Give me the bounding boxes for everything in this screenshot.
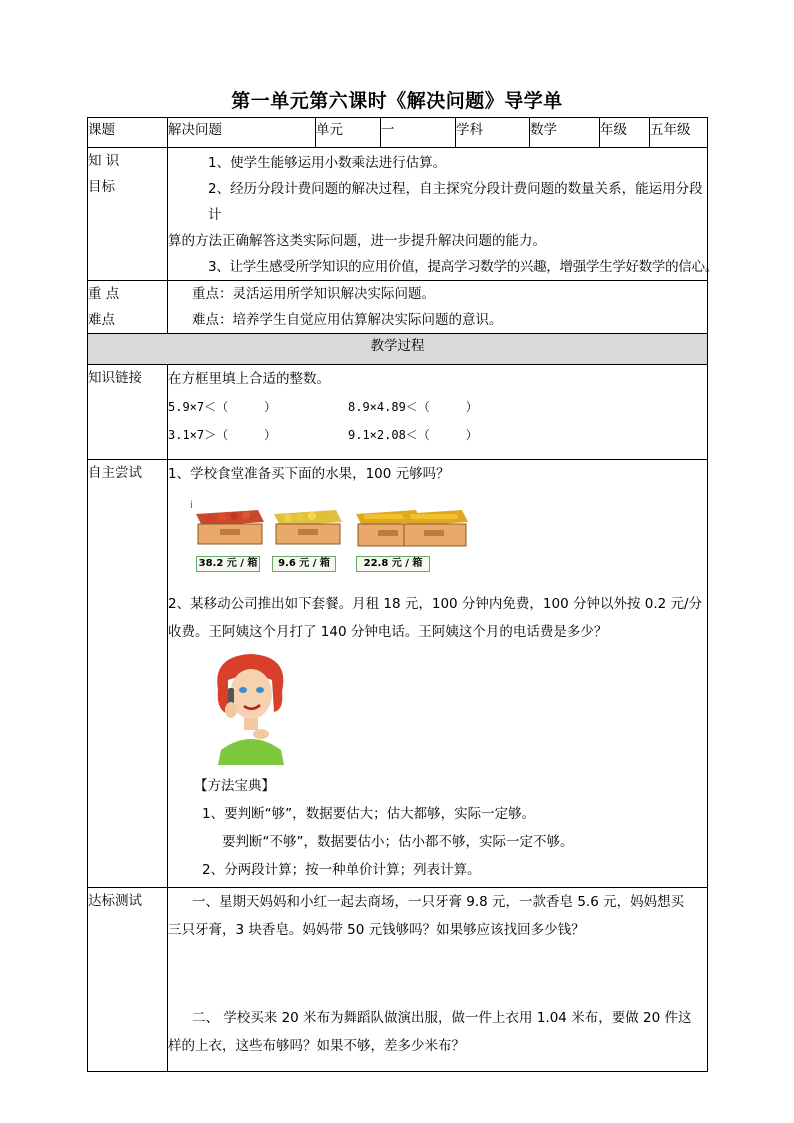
- test-question-2: 二、 学校买来 20 米布为舞蹈队做演出服，做一件上衣用 1.04 米布，要做 20 件这: [192, 1010, 692, 1026]
- self-try-content: [168, 460, 708, 888]
- objectives-row: [88, 148, 708, 281]
- self-try-row: [88, 460, 708, 888]
- knowledge-link-content: [168, 365, 708, 460]
- objectives-content: [168, 148, 718, 281]
- self-try-question-2-cont: 收费。王阿姨这个月打了 140 分钟电话。王阿姨这个月的电话费是多少？: [168, 624, 608, 640]
- objectives-label: 知 识 目标: [88, 148, 168, 281]
- method-title: 【方法宝典】: [194, 778, 275, 794]
- fruit-crates-illustration: [168, 488, 707, 590]
- knowledge-link-label: 知识链接: [88, 365, 168, 460]
- price-tag: 9.6 元 / 箱: [272, 556, 336, 572]
- topic-value: 解决问题: [168, 118, 316, 148]
- objective-item: 3、让学生感受所学知识的应用价值，提高学习数学的兴趣，增强学生学好数学的信心。: [208, 259, 718, 275]
- fill-item: 8.9×4.89＜（ ）: [348, 400, 478, 414]
- test-question-1: 一、星期天妈妈和小红一起去商场，一只牙膏 9.8 元，一款香皂 5.6 元，妈妈想买: [192, 894, 685, 910]
- objective-item: 算的方法正确解答这类实际问题，进一步提升解决问题的能力。: [168, 233, 546, 249]
- test-question-1-cont: 三只牙膏，3 块香皂。妈妈带 50 元钱够吗？如果够应该找回多少钱？: [168, 922, 585, 938]
- price-tag: 22.8 元 / 箱: [356, 556, 430, 572]
- grade-label: 年级: [600, 118, 650, 148]
- fill-item: 3.1×7＞（ ）: [168, 428, 277, 442]
- key-point: 重点：灵活运用所学知识解决实际问题。: [192, 286, 435, 302]
- subject-label: 学科: [456, 118, 530, 148]
- difficult-point: 难点：培养学生自觉应用估算解决实际问题的意识。: [192, 312, 503, 328]
- method-item: 要判断“不够”，数据要估小；估小都不够，实际一定不够。: [222, 834, 574, 850]
- method-item: 1、要判断“够”，数据要估大；估大都够，实际一定够。: [202, 806, 536, 822]
- process-band-row: [88, 334, 708, 365]
- subject-value: 数学: [530, 118, 600, 148]
- test-row: [88, 888, 708, 1072]
- test-question-2-cont: 样的上衣，这些布够吗？如果不够，差多少米布？: [168, 1038, 465, 1054]
- fill-item: 9.1×2.08＜（ ）: [348, 428, 478, 442]
- process-band: 教学过程: [88, 334, 708, 365]
- price-tag: 38.2 元 / 箱: [196, 556, 260, 572]
- knowledge-link-intro: 在方框里填上合适的整数。: [168, 371, 330, 387]
- unit-value: 一: [381, 118, 456, 148]
- header-row: [88, 118, 708, 148]
- grade-value: 五年级: [650, 118, 708, 148]
- topic-label: 课题: [88, 118, 168, 148]
- fill-item: 5.9×7＜（ ）: [168, 400, 277, 414]
- self-try-question-1: 1、学校食堂准备买下面的水果，100 元够吗？: [168, 466, 450, 482]
- test-content: [168, 888, 708, 1072]
- method-item: 2、分两段计算；按一种单价计算；列表计算。: [202, 862, 481, 878]
- key-points-label: 重 点 难点: [88, 281, 168, 334]
- self-try-label: 自主尝试: [88, 460, 168, 888]
- self-try-question-2: 2、某移动公司推出如下套餐。月租 18 元，100 分钟内免费，100 分钟以外按 0.2 元/分: [168, 596, 703, 612]
- svg-text:i: i: [190, 500, 193, 511]
- knowledge-link-row: [88, 365, 708, 460]
- study-guide-table: [87, 117, 718, 1072]
- objective-item: 1、使学生能够运用小数乘法进行估算。: [208, 155, 447, 171]
- page-title: 第一单元第六课时《解决问题》导学单: [231, 90, 563, 112]
- phone-woman-illustration: [168, 646, 707, 772]
- key-points-content: [168, 281, 708, 334]
- test-label: 达标测试: [88, 888, 168, 1072]
- woman-on-phone-picture: [206, 650, 296, 765]
- objective-item: 2、经历分段计费问题的解决过程，自主探究分段计费问题的数量关系，能运用分段计: [208, 181, 703, 223]
- unit-label: 单元: [316, 118, 381, 148]
- key-points-row: [88, 281, 708, 334]
